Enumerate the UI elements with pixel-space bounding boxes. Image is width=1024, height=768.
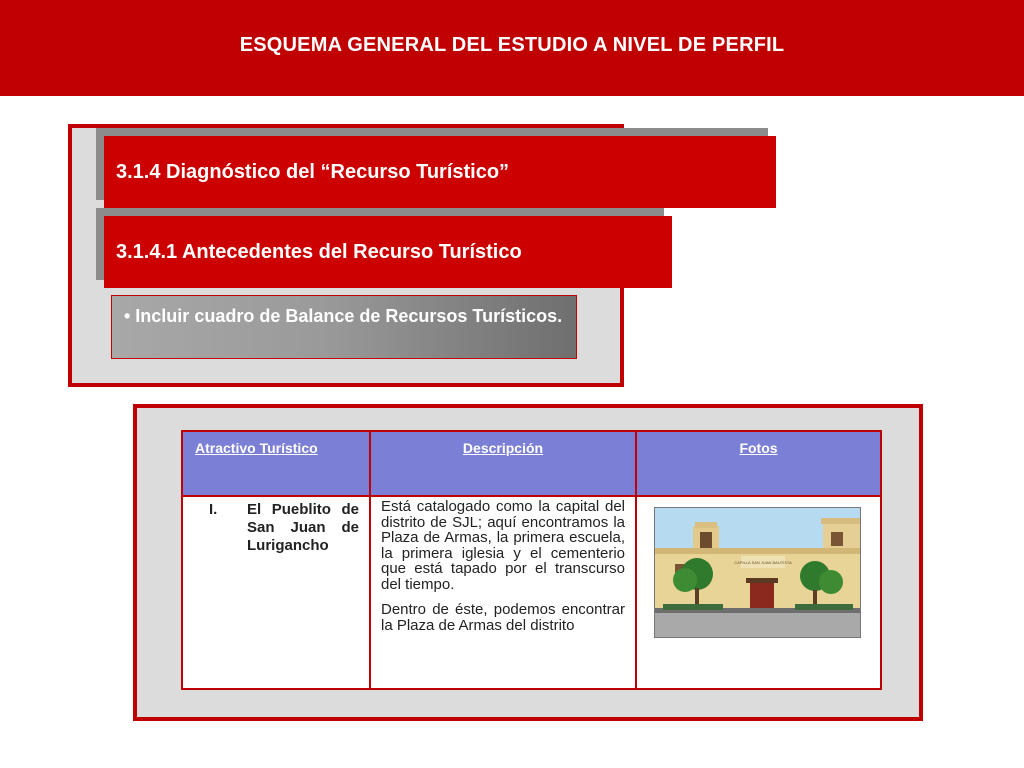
chapel-sign: CAPILLA SAN JUAN BAUTISTA [734,560,792,565]
subsection-title-bar: 3.1.4.1 Antecedentes del Recurso Turístico [104,216,672,288]
header-attraction: Atractivo Turístico [182,431,370,496]
chapel-photo [654,507,861,638]
header-bar [0,0,1024,96]
section-title-bar: 3.1.4 Diagnóstico del “Recurso Turístico” [104,136,776,208]
resource-table [181,430,882,690]
description-paragraph: Está catalogado como la capital del distrito de SJL; aquí encontramos la Plaza de Armas, la primera escuela, la primera iglesia y el cementerio que está tapado por el transcurso del tiempo. [381,498,625,593]
attraction-name: El Pueblito de San Juan de Lurigancho [247,501,359,554]
note-box: • Incluir cuadro de Balance de Recursos Turísticos. [111,295,577,359]
header-description: Descripción [370,431,636,496]
row-number: I. [209,501,218,518]
table-row [182,496,881,689]
attraction-cell [182,496,370,689]
page-title: ESQUEMA GENERAL DEL ESTUDIO A NIVEL DE PERFIL [239,34,785,56]
header-photos: Fotos [636,431,881,496]
photo-cell [636,496,881,689]
table-header-row [182,431,881,496]
description-cell [370,496,636,689]
description-paragraph: Dentro de éste, podemos encontrar la Plaza de Armas del distrito [381,601,625,634]
